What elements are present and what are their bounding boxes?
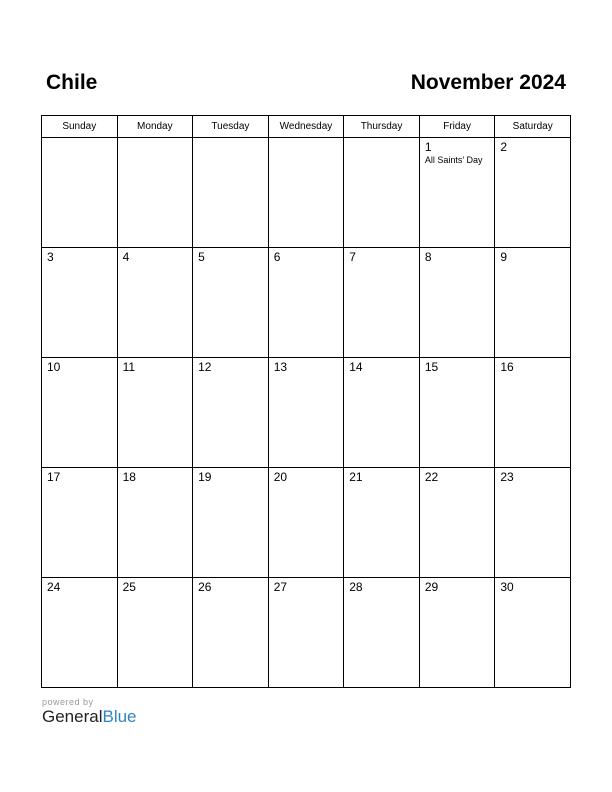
day-number: 1: [424, 140, 432, 154]
day-cell: [344, 578, 420, 688]
country-title: Chile: [46, 71, 98, 94]
day-number: [344, 138, 419, 140]
day-cell: [344, 138, 420, 248]
day-cell: [193, 138, 269, 248]
day-cell: [193, 578, 269, 688]
day-cell: [419, 468, 495, 578]
day-cell: [42, 578, 118, 688]
day-number: 20: [273, 470, 288, 484]
day-number: 7: [349, 250, 356, 264]
weekday-friday: Friday: [419, 116, 495, 138]
day-number: 6: [273, 250, 281, 264]
day-cell: [42, 138, 118, 248]
week-row: [42, 468, 571, 578]
day-number: 18: [122, 470, 136, 484]
day-number: 8: [424, 250, 432, 264]
day-cell: [42, 468, 118, 578]
weekday-saturday: Saturday: [495, 116, 571, 138]
day-cell: [268, 468, 344, 578]
weekday-monday: Monday: [117, 116, 193, 138]
day-cell: [117, 138, 193, 248]
day-cell: [495, 248, 571, 358]
day-cell: [344, 358, 420, 468]
day-cell: [117, 358, 193, 468]
day-cell: [495, 468, 571, 578]
day-cell: [42, 248, 118, 358]
day-cell: [268, 248, 344, 358]
day-number: 28: [349, 580, 363, 594]
day-cell: [419, 248, 495, 358]
week-row: [42, 138, 571, 248]
weekday-thursday: Thursday: [344, 116, 420, 138]
day-number: [42, 138, 117, 140]
day-number: 11: [122, 360, 136, 374]
day-number: 27: [273, 580, 288, 594]
footer-branding: [42, 697, 137, 727]
day-number: [269, 138, 344, 140]
generalblue-logo[interactable]: [42, 707, 137, 727]
weekday-tuesday: Tuesday: [193, 116, 269, 138]
day-number: 24: [47, 580, 61, 594]
day-number: 15: [424, 360, 439, 374]
day-cell: [419, 138, 495, 248]
day-number: 3: [47, 250, 54, 264]
day-cell: [495, 578, 571, 688]
powered-by-label: powered by: [42, 697, 94, 707]
month-year-title: November 2024: [410, 71, 566, 94]
day-cell: [193, 468, 269, 578]
day-cell: [495, 138, 571, 248]
day-cell: [117, 248, 193, 358]
day-cell: [419, 578, 495, 688]
day-cell: [344, 468, 420, 578]
holiday-label: All Saints’ Day: [424, 155, 483, 165]
day-cell: [268, 358, 344, 468]
day-number: 25: [122, 580, 136, 594]
day-number: 14: [349, 360, 363, 374]
day-number: 2: [500, 140, 508, 154]
day-number: 19: [198, 470, 212, 484]
brand-blue-text: Blue: [102, 707, 137, 726]
day-number: 12: [198, 360, 212, 374]
calendar-grid: [41, 115, 571, 688]
day-number: [118, 138, 193, 140]
day-number: 23: [500, 470, 514, 484]
day-number: 13: [273, 360, 288, 374]
week-row: [42, 248, 571, 358]
day-cell: [268, 138, 344, 248]
day-cell: [419, 358, 495, 468]
day-number: 26: [198, 580, 212, 594]
day-number: 5: [198, 250, 205, 264]
day-number: 17: [47, 470, 61, 484]
day-number: 4: [122, 250, 130, 264]
day-cell: [268, 578, 344, 688]
day-number: 9: [500, 250, 508, 264]
day-number: 16: [500, 360, 514, 374]
day-cell: [42, 358, 118, 468]
week-row: [42, 578, 571, 688]
day-cell: [193, 248, 269, 358]
weekday-sunday: Sunday: [42, 116, 118, 138]
day-number: [193, 138, 268, 140]
week-row: [42, 358, 571, 468]
day-number: 10: [47, 360, 61, 374]
day-number: 21: [349, 470, 363, 484]
day-cell: [193, 358, 269, 468]
day-cell: [344, 248, 420, 358]
day-number: 29: [424, 580, 439, 594]
day-number: 22: [424, 470, 439, 484]
day-cell: [117, 578, 193, 688]
day-number: 30: [500, 580, 514, 594]
weekday-wednesday: Wednesday: [268, 116, 344, 138]
weekday-header-row: [42, 116, 571, 138]
day-cell: [117, 468, 193, 578]
brand-general-text: General: [42, 707, 103, 726]
day-cell: [495, 358, 571, 468]
